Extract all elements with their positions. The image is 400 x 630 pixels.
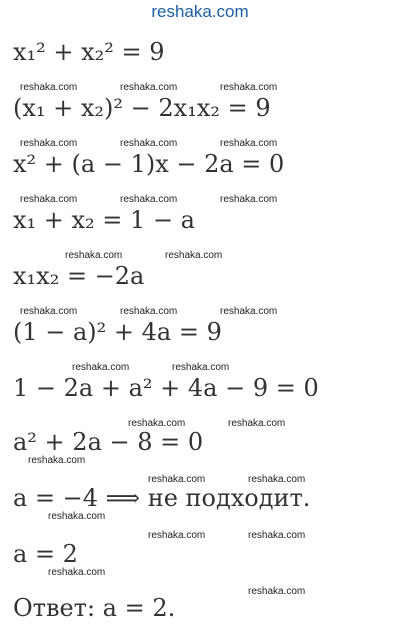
watermark: reshaka.com	[220, 82, 278, 93]
watermark: reshaka.com	[28, 455, 86, 466]
equation-2: (x₁ + x₂)² − 2x₁x₂ = 9	[13, 94, 271, 122]
equation-1: x₁² + x₂² = 9	[13, 38, 165, 66]
watermark: reshaka.com	[148, 530, 206, 541]
watermark: reshaka.com	[48, 567, 106, 578]
equation-10: a = 2	[13, 540, 78, 568]
equation-8: a² + 2a − 8 = 0	[13, 428, 204, 456]
watermark: reshaka.com	[120, 138, 178, 149]
watermark: reshaka.com	[20, 138, 78, 149]
equation-11: Ответ: a = 2.	[13, 594, 176, 622]
watermark: reshaka.com	[248, 474, 306, 485]
watermark: reshaka.com	[228, 418, 286, 429]
equation-4: x₁ + x₂ = 1 − a	[13, 206, 195, 234]
watermark: reshaka.com	[48, 511, 106, 522]
equation-7: 1 − 2a + a² + 4a − 9 = 0	[13, 374, 319, 402]
watermark: reshaka.com	[120, 82, 178, 93]
watermark: reshaka.com	[20, 306, 78, 317]
watermark: reshaka.com	[148, 474, 206, 485]
watermark: reshaka.com	[220, 194, 278, 205]
watermark: reshaka.com	[165, 250, 223, 261]
equation-3: x² + (a − 1)x − 2a = 0	[13, 150, 285, 178]
watermark: reshaka.com	[20, 82, 78, 93]
watermark: reshaka.com	[20, 194, 78, 205]
equation-5: x₁x₂ = −2a	[13, 262, 145, 290]
watermark: reshaka.com	[120, 306, 178, 317]
watermark: reshaka.com	[65, 250, 123, 261]
equation-6: (1 − a)² + 4a = 9	[13, 318, 222, 346]
watermark: reshaka.com	[72, 362, 130, 373]
equation-9: a = −4 ⟹ не подходит.	[13, 484, 311, 512]
watermark: reshaka.com	[120, 194, 178, 205]
watermark: reshaka.com	[248, 530, 306, 541]
watermark: reshaka.com	[248, 586, 306, 597]
watermark: reshaka.com	[128, 418, 186, 429]
watermark: reshaka.com	[220, 306, 278, 317]
site-title[interactable]: reshaka.com	[151, 2, 249, 21]
watermark: reshaka.com	[220, 138, 278, 149]
watermark: reshaka.com	[172, 362, 230, 373]
